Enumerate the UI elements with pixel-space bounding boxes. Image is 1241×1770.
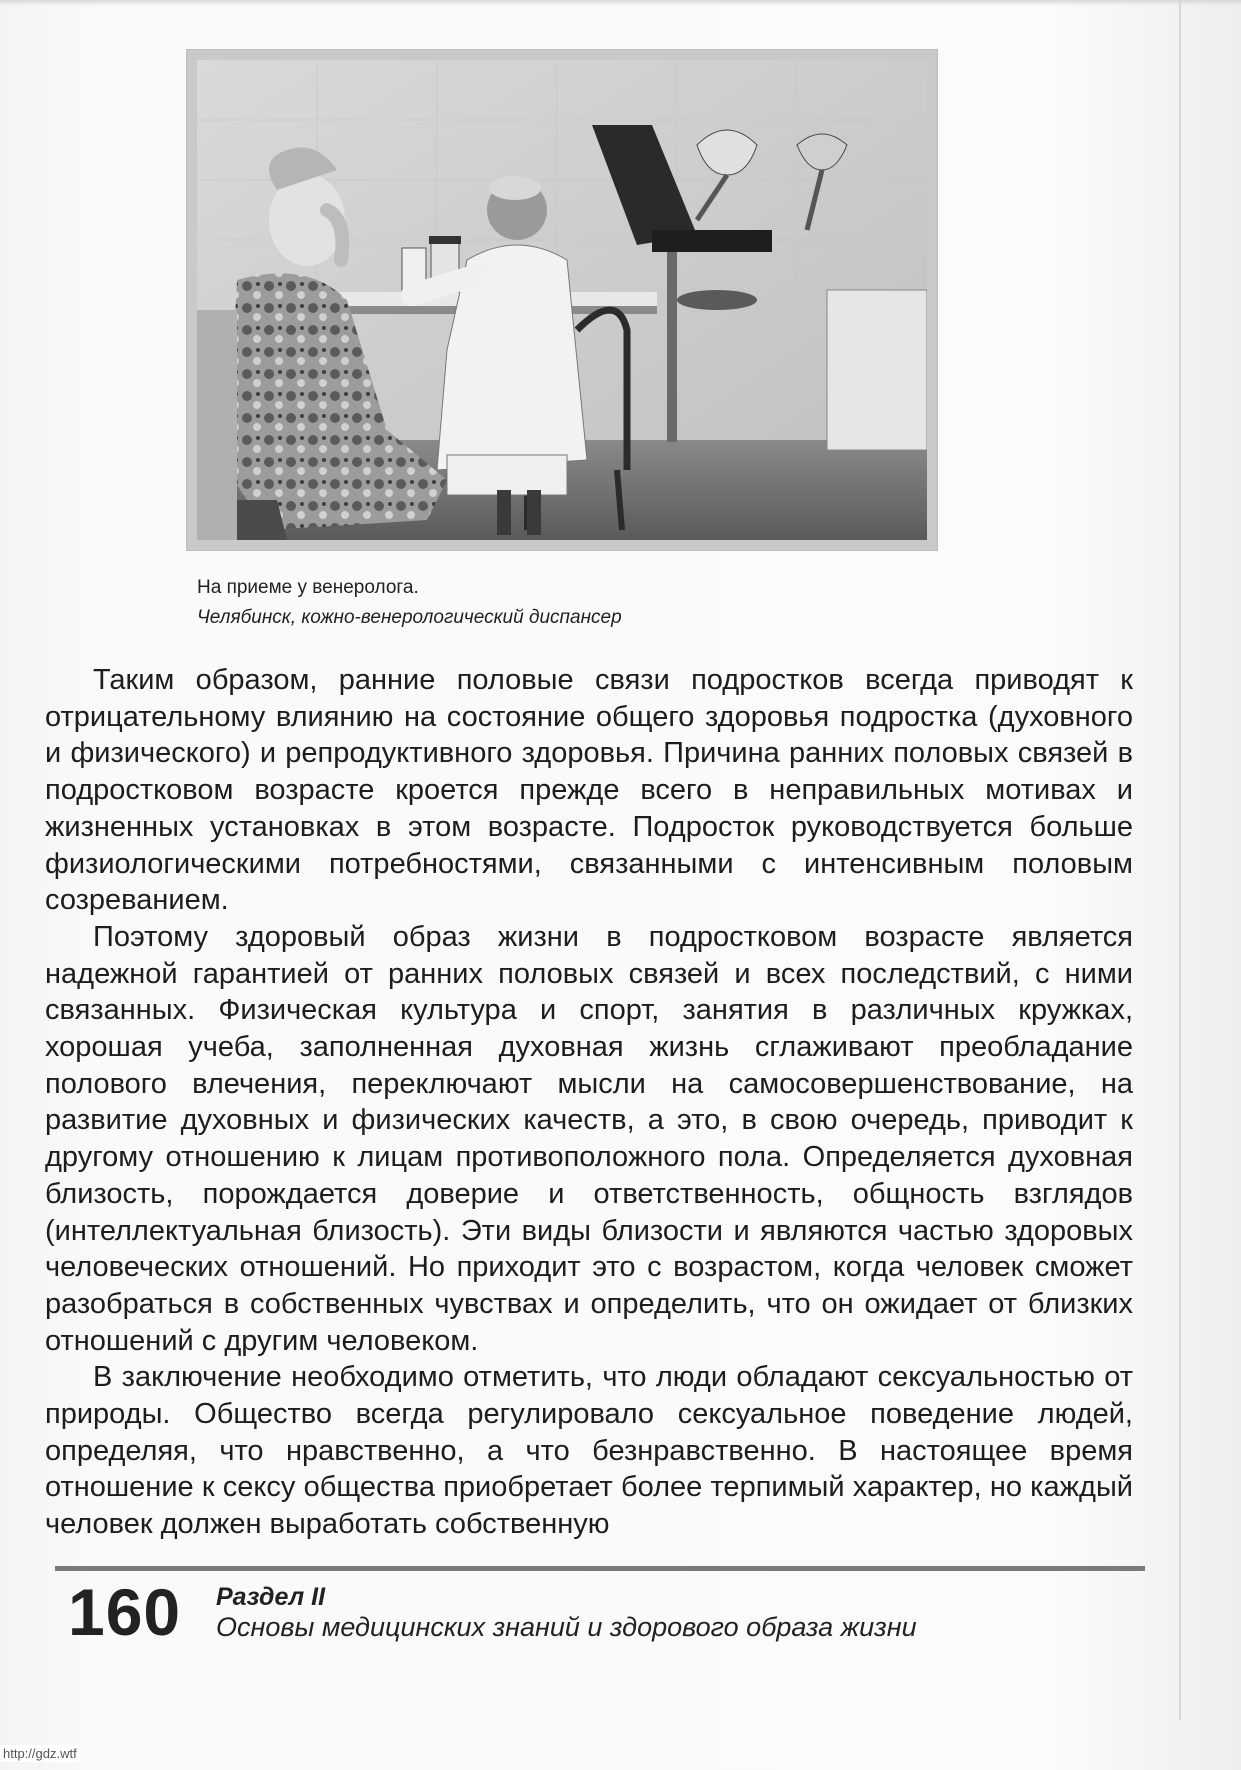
footer-rule: [55, 1566, 1145, 1571]
section-label: Раздел II: [216, 1583, 326, 1611]
photo-frame: [187, 50, 937, 550]
section-title: Основы медицинских знаний и здорового образа жизни: [216, 1612, 917, 1642]
photo-illustration: [197, 60, 927, 540]
photo-caption: [197, 573, 897, 633]
watermark-link[interactable]: http://gdz.wtf: [0, 1745, 80, 1762]
scan-page-edge: [1179, 0, 1181, 1720]
body-text: [45, 662, 1133, 1543]
paragraph-2: Поэтому здоровый образ жизни в подростковом возрасте является надежной гарантией от ранних половых связей и всех последствий, с ними связанных. Физическая культура и спорт, занятия в различных кружках, хорошая учеба, заполненная духовная жизнь сглаживают преобладание полового влечения, переключают мысли на самосовершенствование, на развитие духовных и физических качеств, а это, в свою очередь, приводит к другому отношению к лицам противоположного пола. Определяется духовная близость, порождается доверие и ответственность, общность взглядов (интеллектуальная близость). Эти виды близости и являются частью здоровых человеческих отношений. Но приходит это с возрастом, когда человек сможет разобраться в собственных чувствах и определить, что он ожидает от близких отношений с другим человеком.: [45, 920, 1133, 1357]
page-number: 160: [68, 1575, 182, 1649]
paragraph-1: Таким образом, ранние половые связи подростков всегда приводят к отрицательному влиянию на состояние общего здоровья подростка (духовного и физического) и репродуктивного здоровья. Причина ранних половых связей в подростковом возрасте кроется прежде всего в неправильных мотивах и жизненных установках в этом возрасте. Подросток руководствуется больше физиологическими потребностями, связанными с интенсивным половым созреванием.: [45, 664, 1133, 917]
scan-top-shadow: [0, 0, 1241, 6]
caption-line-1: На приеме у венеролога.: [197, 577, 419, 598]
paragraph-3: В заключение необходимо отметить, что люди обладают сексуальностью от природы. Общество всегда регулировало сексуальное поведение людей, определяя, что нравственно, а что безнравственно. В настоящее время отношение к сексу общества приобретает более терпимый характер, но каждый человек должен выработать собственную: [45, 1361, 1133, 1541]
photo-doctor-patient: [197, 60, 927, 540]
caption-line-2: Челябинск, кожно-венерологический диспансер: [197, 607, 622, 628]
